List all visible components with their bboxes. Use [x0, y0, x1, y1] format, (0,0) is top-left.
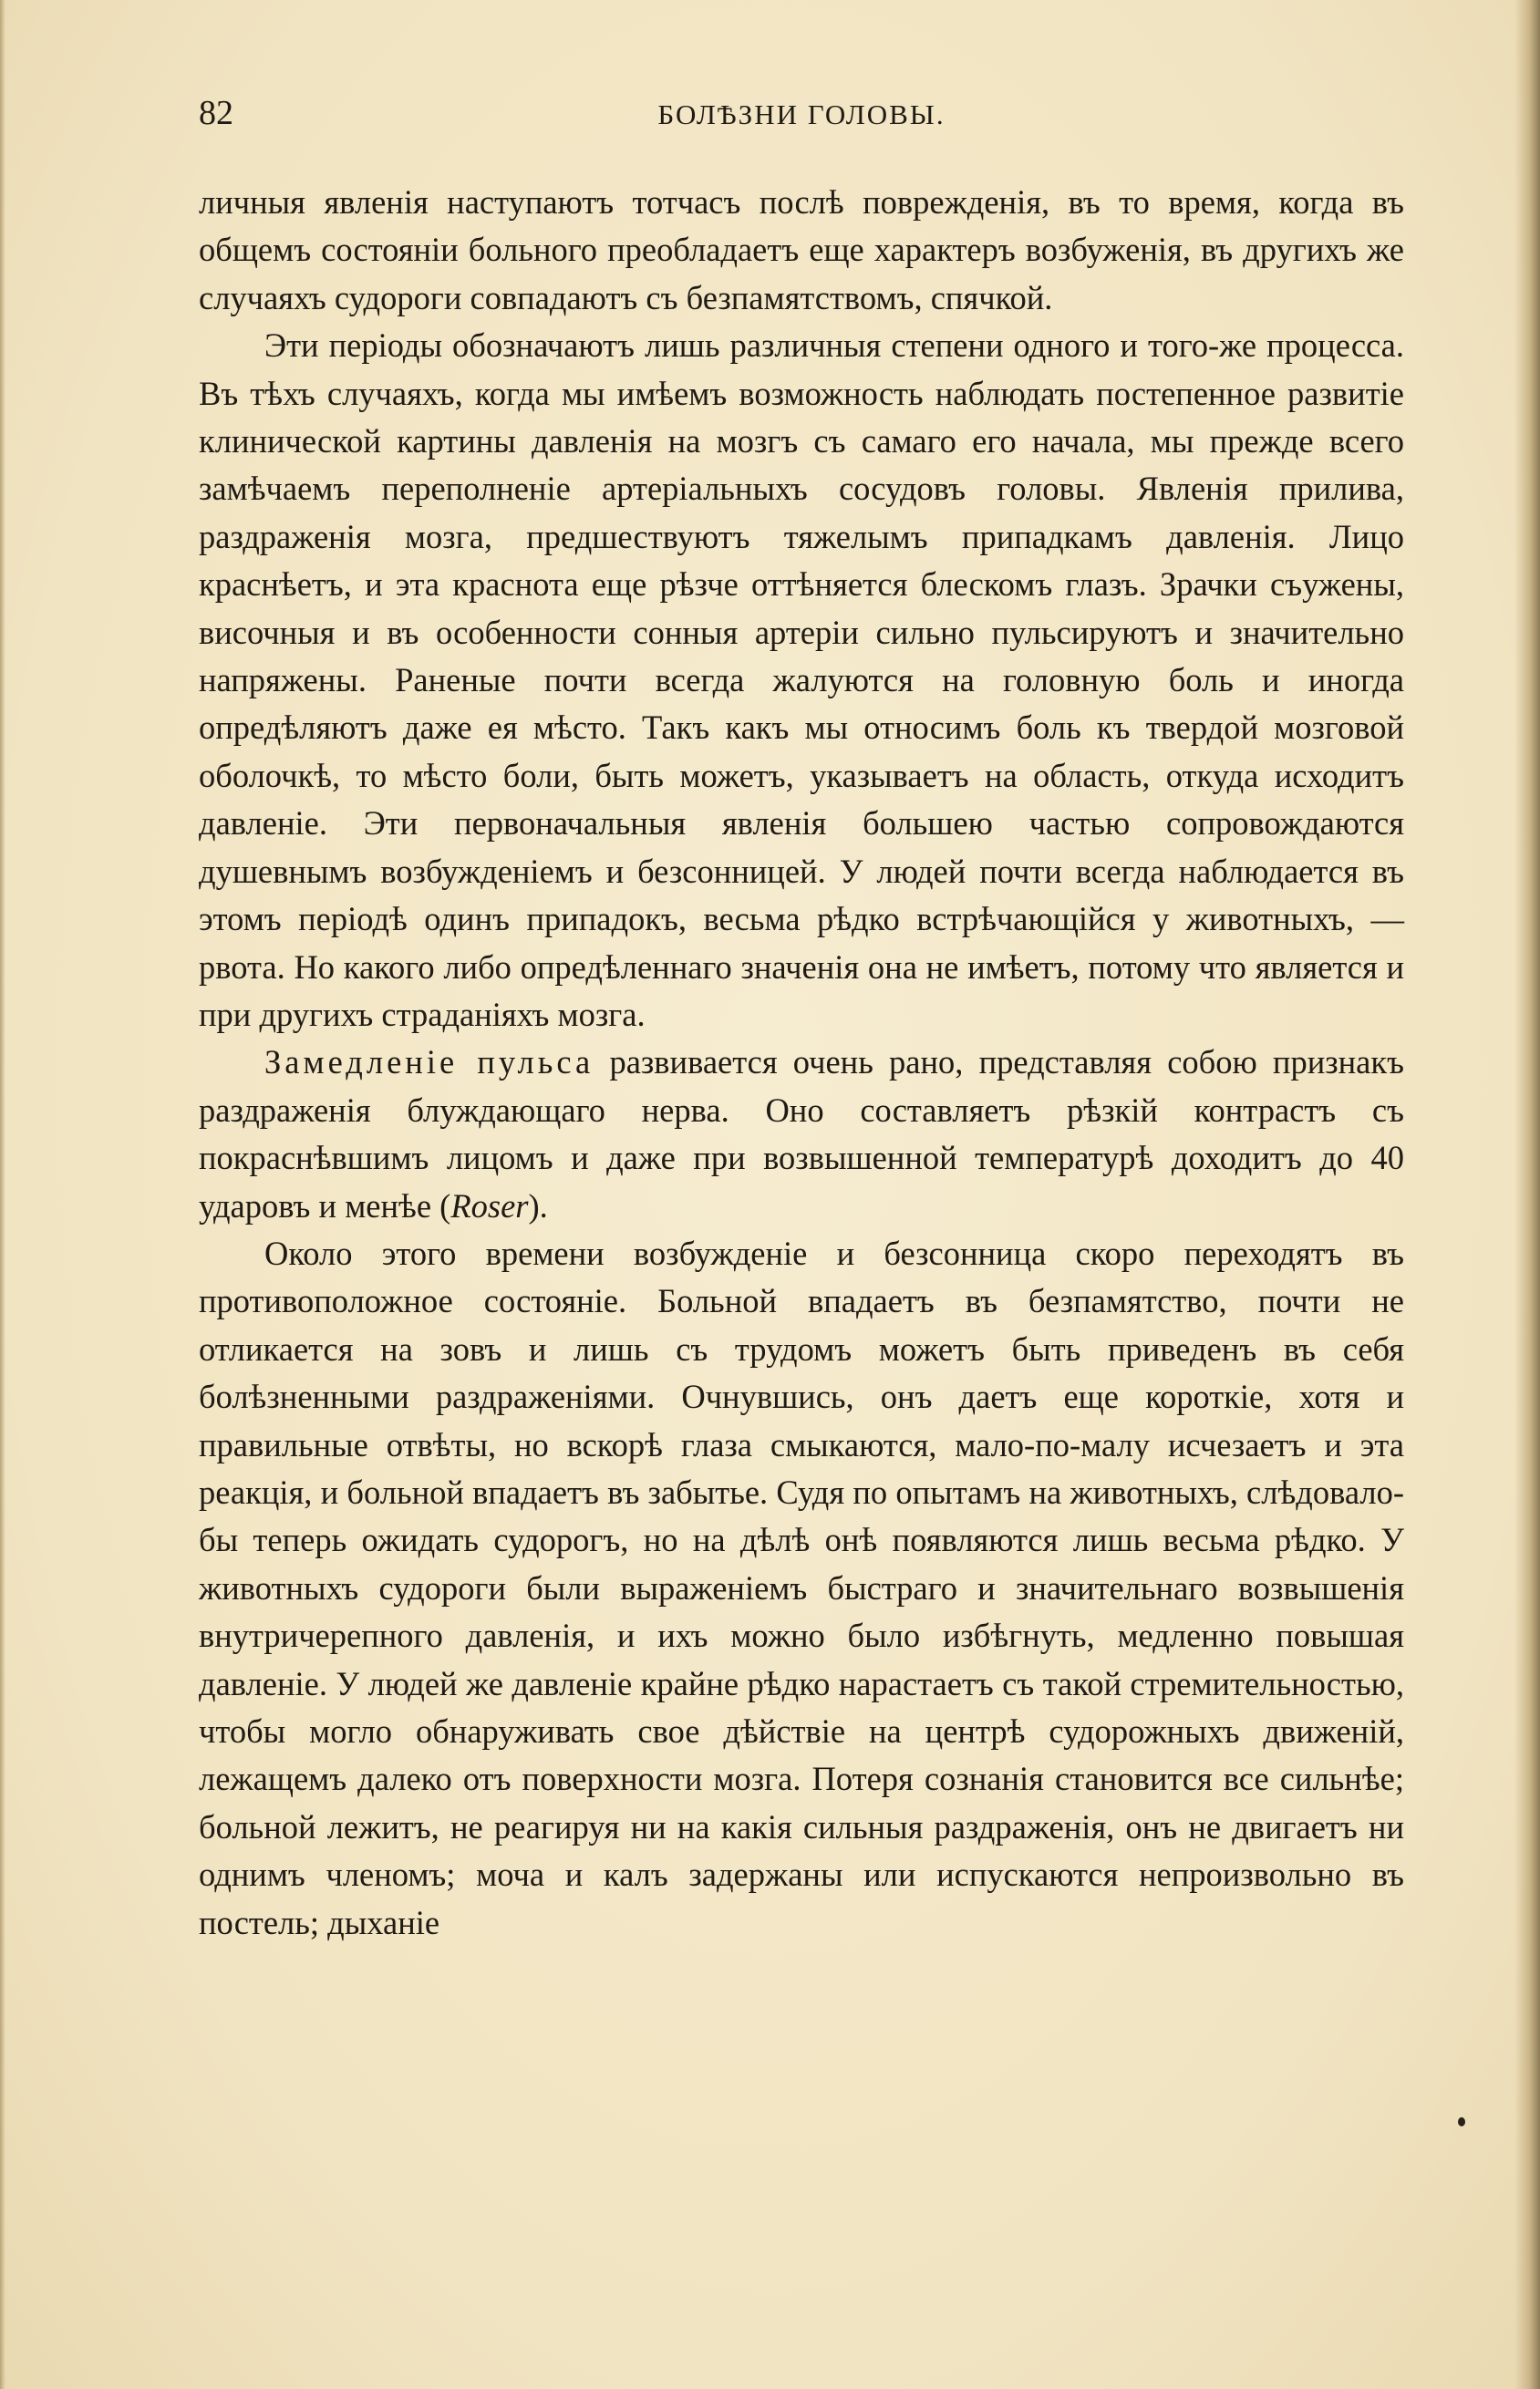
paragraph-4: Около этого времени возбужденіе и безсонница скоро переходятъ въ противоположное состояніе. Больной впадаетъ въ безпамятство, почти не отликается на зовъ и лишь съ трудомъ можетъ быть приведенъ въ себя болѣзненными раздраженіями. Очнувшись, онъ даетъ еще короткіе, хотя и правильные отвѣты, но вскорѣ глаза смыкаются, мало-по-малу исчезаетъ и эта реакція, и больной впадаетъ въ забытье. Судя по опытамъ на животныхъ, слѣдовало-бы теперь ожидать судорогъ, но на дѣлѣ онѣ появляются лишь весьма рѣдко. У животныхъ судороги были выраженіемъ быстраго и значительнаго возвышенія внутричерепного давленія, и ихъ можно было избѣгнуть, медленно повышая давленіе. У людей же давленіе крайне рѣдко нарастаетъ съ такой стремительностью, чтобы могло обнаруживать свое дѣйствіе на центрѣ судорожныхъ движеній, лежащемъ далеко отъ поверхности мозга. Потеря сознанія становится все сильнѣе; больной лежитъ, не реагируя ни на какія сильныя раздраженія, онъ не двигаетъ ни однимъ членомъ; моча и калъ задержаны или испускаются непроизвольно въ постель; дыханіе	[199, 1234, 1404, 1941]
paragraph-3-text: развивается очень рано, представляя собою признакъ раздраженія блуждающаго нерва. Оно составляетъ рѣзкій контрастъ съ покраснѣвшимъ лицомъ и даже при возвышенной температурѣ доходитъ до 40 ударовъ и менѣе (	[199, 1043, 1404, 1225]
paragraph-3	[199, 1039, 1404, 1230]
paragraph-1: личныя явленія наступаютъ тотчасъ послѣ поврежденія, въ то время, когда въ общемъ состояніи больного преобладаетъ еще характеръ возбуженія, въ другихъ же случаяхъ судороги совпадаютъ съ безпамятствомъ, спячкой.	[199, 183, 1404, 316]
page-left-edge	[0, 0, 5, 2389]
page-header	[199, 91, 1404, 146]
running-head: БОЛѢЗНИ ГОЛОВЫ.	[657, 98, 946, 130]
spaced-term: Замедленіе пульса	[264, 1043, 594, 1081]
paragraph-3-end: ).	[528, 1186, 548, 1225]
page-number: 82	[199, 94, 233, 132]
page-right-edge-shadow	[1514, 0, 1540, 2389]
ink-speck	[1458, 2117, 1465, 2126]
author-citation: Roser	[450, 1186, 529, 1225]
paragraph-2: Эти періоды обозначаютъ лишь различныя степени одного и того-же процесса. Въ тѣхъ случаяхъ, когда мы имѣемъ возможность наблюдать постепенное развитіе клинической картины давленія на мозгъ съ самаго его начала, мы прежде всего замѣчаемъ переполненіе артеріальныхъ сосудовъ головы. Явленія прилива, раздраженія мозга, предшествуютъ тяжелымъ припадкамъ давленія. Лицо краснѣетъ, и эта краснота еще рѣзче оттѣняется блескомъ глазъ. Зрачки съужены, височныя и въ особенности сонныя артеріи сильно пульсируютъ и значительно напряжены. Раненые почти всегда жалуются на головную боль и иногда опредѣляютъ даже ея мѣсто. Такъ какъ мы относимъ боль къ твердой мозговой оболочкѣ, то мѣсто боли, быть можетъ, указываетъ на область, откуда исходитъ давленіе. Эти первоначальныя явленія большею частью сопровождаются душевнымъ возбужденіемъ и безсонницей. У людей почти всегда наблюдается въ этомъ періодѣ одинъ припадокъ, весьма рѣдко встрѣчающійся у животныхъ, — рвота. Но какого либо опредѣленнаго значенія она не имѣетъ, потому что является и при другихъ страданіяхъ мозга.	[199, 326, 1404, 1033]
body-text	[199, 179, 1404, 1947]
